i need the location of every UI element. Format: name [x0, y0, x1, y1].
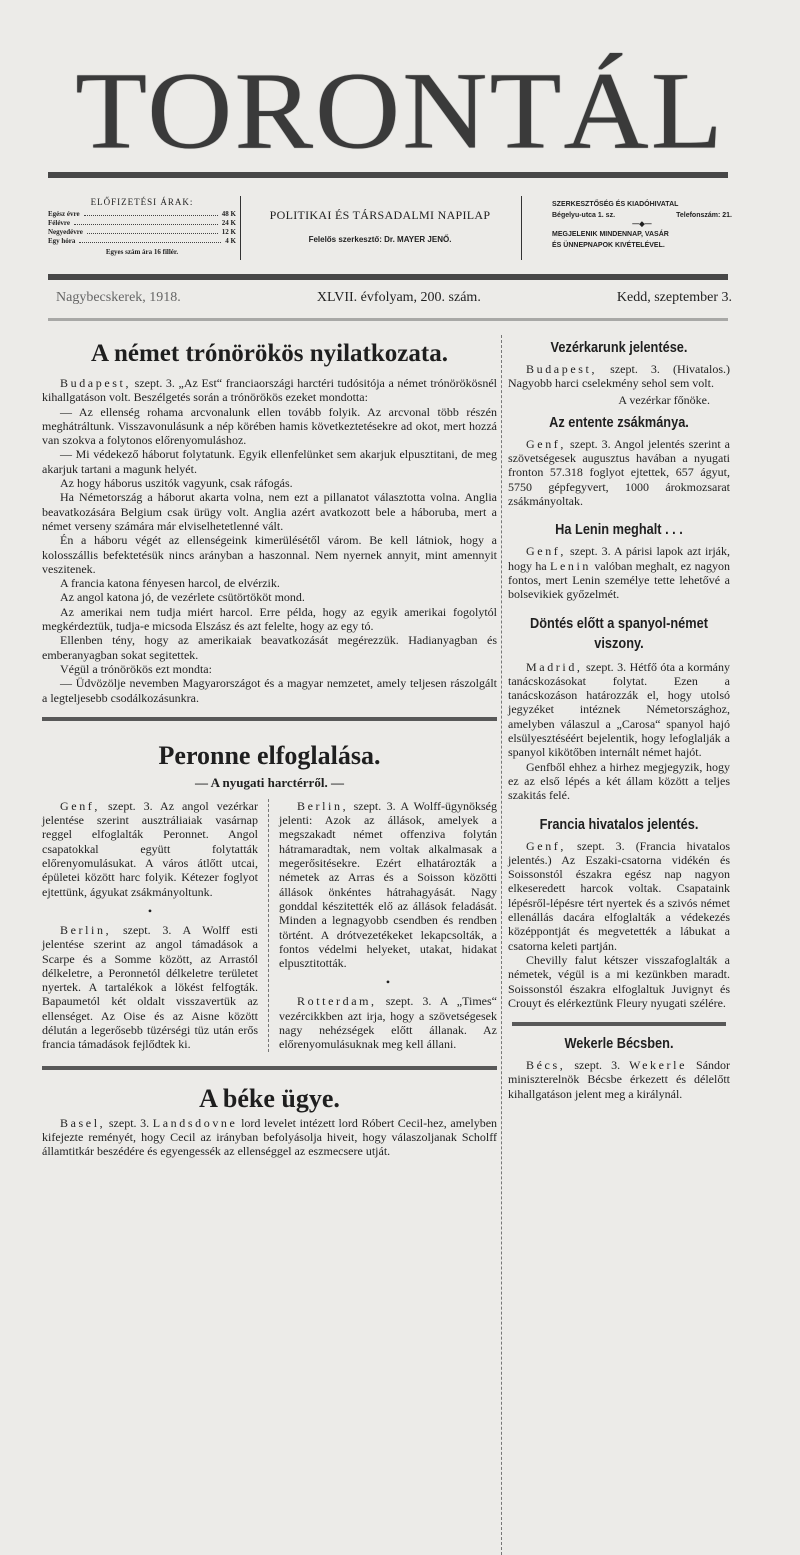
paragraph [42, 490, 497, 533]
paragraph [508, 953, 730, 1010]
article-columns [42, 799, 497, 1052]
text: Az hogy háborus uszitók vagyunk, csak ráfogás. [60, 476, 293, 491]
text: Sándor miniszterelnök Bécsbe érkezett és délelőtt kihallgatáson jelent meg a királynál. [508, 1058, 731, 1101]
text: Chevilly falut kétszer visszafoglalták a németek, végül is a mi kezünkben maradt. Soissonstól északra elfoglaltuk Juvignyt és Crouyt és elérkeztünk Fleury nyugati szélére. [508, 952, 730, 1010]
text: szept. 3. A párisi lapok azt irják, hogy ha [508, 544, 731, 573]
office-title: SZERKESZTŐSÉG ÉS KIADÓHIVATAL [552, 201, 679, 208]
text: szept. 3. (Hivatalos.) Nagyobb harci cselekmény sehol sem volt. [508, 362, 731, 391]
section-rule [512, 1022, 726, 1026]
text: Én a háboru végét az ellenségeink kimerülésétől várom. Be kell látniok, hogy a kolosszállis befektetésük nincs arányban a haszonnal. Nem nyernek annyit, mint amennyit veszitenek. [42, 533, 497, 576]
article-title: Wekerle Bécsben. [564, 1036, 674, 1053]
publish-line-2: ÉS ÜNNEPNAPOK KIVÉTELÉVEL. [552, 242, 665, 249]
article-title: Döntés előtt a spanyol-német viszony. [530, 615, 708, 652]
article-title: Vezérkarunk jelentése. [550, 340, 688, 356]
text: Az amerikai nem tudja miért harcol. Erre példa, hogy az egyik amerikai fogolytól megkérdeztük, tudja-e micsoda Elszász és azt felelte, hogy az egy tó. [42, 604, 497, 634]
article-body [508, 1058, 730, 1101]
paragraph [42, 605, 497, 634]
paragraph [42, 576, 497, 590]
column-divider [501, 335, 502, 1555]
text: szept. 3. [108, 1115, 150, 1130]
price-value: 4 K [225, 237, 236, 245]
price-row [48, 237, 236, 246]
masthead-title: TORONTÁL [75, 49, 725, 172]
article-title: Ha Lenin meghalt . . . [555, 522, 683, 539]
paragraph [42, 405, 497, 448]
text: szept. 3. A Wolff esti jelentése szerint az angol támadások a Scarpe és a Somme között, az Arrastól délkeletre, a Peronnetól délkeletre területet nyertek. A tartalékok a lökést felfogták. Bapaumetól két oldalt visszavertük az ellenséget. Az Oise és az Aisne között délután a legerősebb tüzérségi tüz után erős francia támadások fejlődtek ki. [42, 922, 259, 1052]
publish-line-1: MEGJELENIK MINDENNAP, VASÁR [552, 231, 669, 238]
paragraph [42, 447, 497, 476]
text: szept. 3. (Francia hivatalos jelentés.) Az Eszaki-csatorna vidékén és Soissonstól északra egész nap nagyon elkeseredett harcok voltak. Csapataink lépésről-lépésre tért nyertek és a szivós német ellenállás dacára elfoglalták a védekezés középpontját és megvetették a lábukat a csatorna keleti partján. [508, 838, 730, 953]
dateline-place: Berlin, [297, 798, 349, 813]
dateline-place: Basel, [60, 1115, 106, 1130]
text: — Mi védekező háborut folytatunk. Egyik ellenfelünket sem akarjuk elpusztitani, de meg akarjuk tartani a magunk helyét. [42, 447, 497, 476]
article-column [42, 799, 258, 1052]
dateline [56, 290, 732, 306]
article-body [508, 660, 730, 803]
paragraph [42, 533, 497, 576]
prices-title: ELŐFIZETÉSI ÁRAK: [90, 197, 194, 207]
dateline-place: Bécs, [526, 1058, 566, 1073]
office-address: Bégelyu-utca 1. sz. [552, 212, 616, 219]
dateline-rule [48, 318, 728, 321]
text: — Üdvözölje nevemben Magyarországot és a magyar nemzetet, amely teljesen rászolgált a legteljesebb csodálkozásunkra. [42, 676, 497, 705]
article-subtitle: — A nyugati harctérről. — [195, 774, 344, 790]
subscription-prices [48, 198, 236, 257]
section-rule [42, 717, 497, 721]
paragraph [42, 376, 497, 405]
header-divider [240, 196, 241, 260]
price-row [48, 210, 236, 219]
article-title: Peronne elfoglalása. [158, 740, 381, 770]
text: szept. 3. Angol jelentés szerint a szövetségesek augusztus havában a nyugati fronton 57.318 foglyot ejtettek, 657 ágyut, 5750 gépfegyvert, 1000 árokmozsarat zsákmányoltak. [508, 436, 730, 509]
office-info [552, 199, 732, 251]
price-value: 24 K [221, 219, 236, 227]
dateline-place: Genf, [60, 798, 100, 813]
paragraph [42, 476, 497, 490]
article-body [508, 544, 730, 601]
price-label: Egész évre [48, 210, 80, 218]
article-title: A béke ügye. [199, 1083, 340, 1113]
paragraph [42, 923, 258, 1052]
text: Ha Németország a háborut akarta volna, nem ezt a pillanatot választotta volna. Anglia beavatkozására Belgium csak ürügy volt. Anglia azért avatkozott bele a háboruba, mert a német verseny számára már elviselhetetlenné vált. [42, 490, 497, 533]
dateline-place: Madrid, [526, 659, 583, 674]
text: Ellenben tény, hogy az amerikaiak beavatkozását megérezzük. Hadianyagban és emberanyagban sokat segitettek. [42, 633, 497, 662]
left-column [42, 338, 497, 1158]
text: szept. 3. Az angol vezérkar jelentése szerint ausztráliaiak vasárnap reggel elfoglalták Peronnet. Angol csapatokkal együtt folytatták előrenyomulásukat. A város átlőtt utcai, épületei között harc folyik. Kétezer foglyot ejtettünk, ágyukat zsákmányoltunk. [42, 798, 258, 899]
text: szept. 3. A Wolff-ügynökség jelenti: Azok az állások, amelyek a megszakadt német offenziva folytán hátramaradtak, nem voltak alkalmasak a megerősitésekre. Ezért elhatározták a németek az Arras és a Soisson közötti állások önkéntes hátrahagyását. Nagy gonddal készitették elő az állások feladását. Minden a legnagyobb csendben és rendben történt. A drótvezetékeket lekapcsolták, a fontos védelmi helyeket, utakat, hidakat elpusztitották. [279, 798, 498, 971]
article-title: Az entente zsákmánya. [549, 414, 689, 431]
name: Landsdovne [152, 1115, 238, 1130]
article-body [508, 839, 730, 1011]
editor-line: Felelős szerkesztő: Dr. MAYER JENŐ. [308, 235, 452, 244]
name: Wekerle [629, 1058, 687, 1073]
text: A francia katona fényesen harcol, de elvérzik. [60, 576, 280, 591]
price-value: 12 K [221, 228, 236, 236]
signature: A vezérkar főnöke. [618, 392, 710, 407]
paragraph [42, 676, 497, 705]
dot-leader [74, 219, 218, 225]
paragraph [279, 799, 497, 971]
section-rule [42, 1066, 497, 1070]
dot-leader [87, 228, 218, 234]
dateline-place: Genf, [526, 544, 566, 559]
paragraph [42, 633, 497, 662]
right-column [508, 334, 730, 1101]
text: szept. 3. „Az Est“ franciaországi harctéri tudósitója a német trónörökösnél kihallgatáson volt. Beszélgetés során a trónörökös ezeket mondotta: [42, 376, 497, 405]
dateline-place: Rotterdam, [297, 994, 377, 1009]
article-body [508, 437, 730, 508]
masthead-rule [48, 172, 728, 178]
paragraph [508, 760, 730, 803]
dateline-place: Berlin, [60, 922, 112, 937]
separator: • [147, 903, 153, 918]
ornament: —◆— [632, 221, 652, 228]
price-row [48, 228, 236, 237]
name: Lenin [550, 558, 592, 573]
article-body [42, 1116, 497, 1159]
dateline-volume: XLVII. évfolyam, 200. szám. [316, 290, 481, 305]
article-body [508, 362, 730, 407]
text: szept. 3. Hétfő óta a kormány tanácskozásokat folytat. Ezen a tanácskozáson határozzák el, hogy utolsó jegyzéket intéznek Németországhoz, amelyben válaszul a „Carosa“ spanyol hajó elsülyesztéséért bejelentik, hogy lefoglalják a spanyol kikötőben internált német hajót. [508, 659, 731, 760]
paragraph [42, 590, 497, 604]
single-copy-price: Egyes szám ára 16 fillér. [105, 248, 179, 256]
price-value: 48 K [221, 210, 236, 218]
paragraph [508, 660, 730, 760]
text: — Az ellenség rohama arcvonalunk ellen tovább folyik. Az arcvonal több részén meghátráltunk. Visszavonulásunk a nép körében hamis következtetésekre ad okot, mert hozzá van szokva a folytonos előrenyomuláshoz. [42, 404, 497, 448]
text: szept. 3. [574, 1058, 621, 1073]
article-column [279, 799, 497, 1052]
paragraph [42, 662, 497, 676]
header-center [245, 208, 515, 244]
dateline-place: Budapest, [526, 362, 598, 376]
text: szept. 3. A „Times“ vezércikkben azt irja, hogy a szövetségesek nagy nehézségek előtt állanak. Az előrenyomulásuknak meg kell állani. [279, 994, 497, 1052]
text: valóban meghalt, ez nagyon fontos, mert Lenin személye tette lehetővé a bolsevikiek győzelmét. [508, 558, 731, 602]
text: Genfből ehhez a hirhez megjegyzik, hogy ez az első lépés a két állam között a teljes szakitás felé. [508, 759, 730, 803]
header-rule [48, 274, 728, 280]
price-label: Egy hóra [48, 237, 76, 245]
article-title: A német trónörökös nyilatkozata. [91, 340, 448, 367]
dateline-date: Kedd, szeptember 3. [616, 290, 732, 305]
office-phone: Telefonszám: 21. [676, 212, 732, 219]
price-row [48, 219, 236, 228]
paragraph [508, 839, 730, 953]
dot-leader [84, 210, 218, 216]
dateline-place: Nagybecskerek, 1918. [56, 290, 181, 305]
price-label: Félévre [48, 219, 71, 227]
dateline-place: Budapest, [60, 376, 132, 390]
separator: • [385, 975, 391, 990]
paragraph [279, 994, 497, 1051]
column-divider [268, 799, 269, 1052]
paragraph [42, 799, 258, 899]
text: Végül a trónörökös ezt mondta: [60, 661, 212, 676]
text: Az angol katona jó, de vezérlete csütörtököt mond. [60, 590, 305, 605]
header-divider [521, 196, 522, 260]
article-body [42, 376, 497, 705]
dateline-place: Genf, [526, 838, 566, 853]
dot-leader [79, 237, 221, 243]
text: lord levelet intézett lord Róbert Cecil-hez, amelyben kifejezte reményét, hogy Cecil az irányban befolyásolja hiveit, hogy válaszoljanak Scholff államtitkár beszédére és egyengessék az ellenséggel az eszmecsere utját. [42, 1115, 498, 1159]
article-title: Francia hivatalos jelentés. [539, 816, 699, 833]
newspaper-subtitle: POLITIKAI ÉS TÁRSADALMI NAPILAP [269, 208, 491, 222]
dateline-place: Genf, [526, 436, 566, 451]
price-label: Negyedévre [48, 228, 83, 236]
